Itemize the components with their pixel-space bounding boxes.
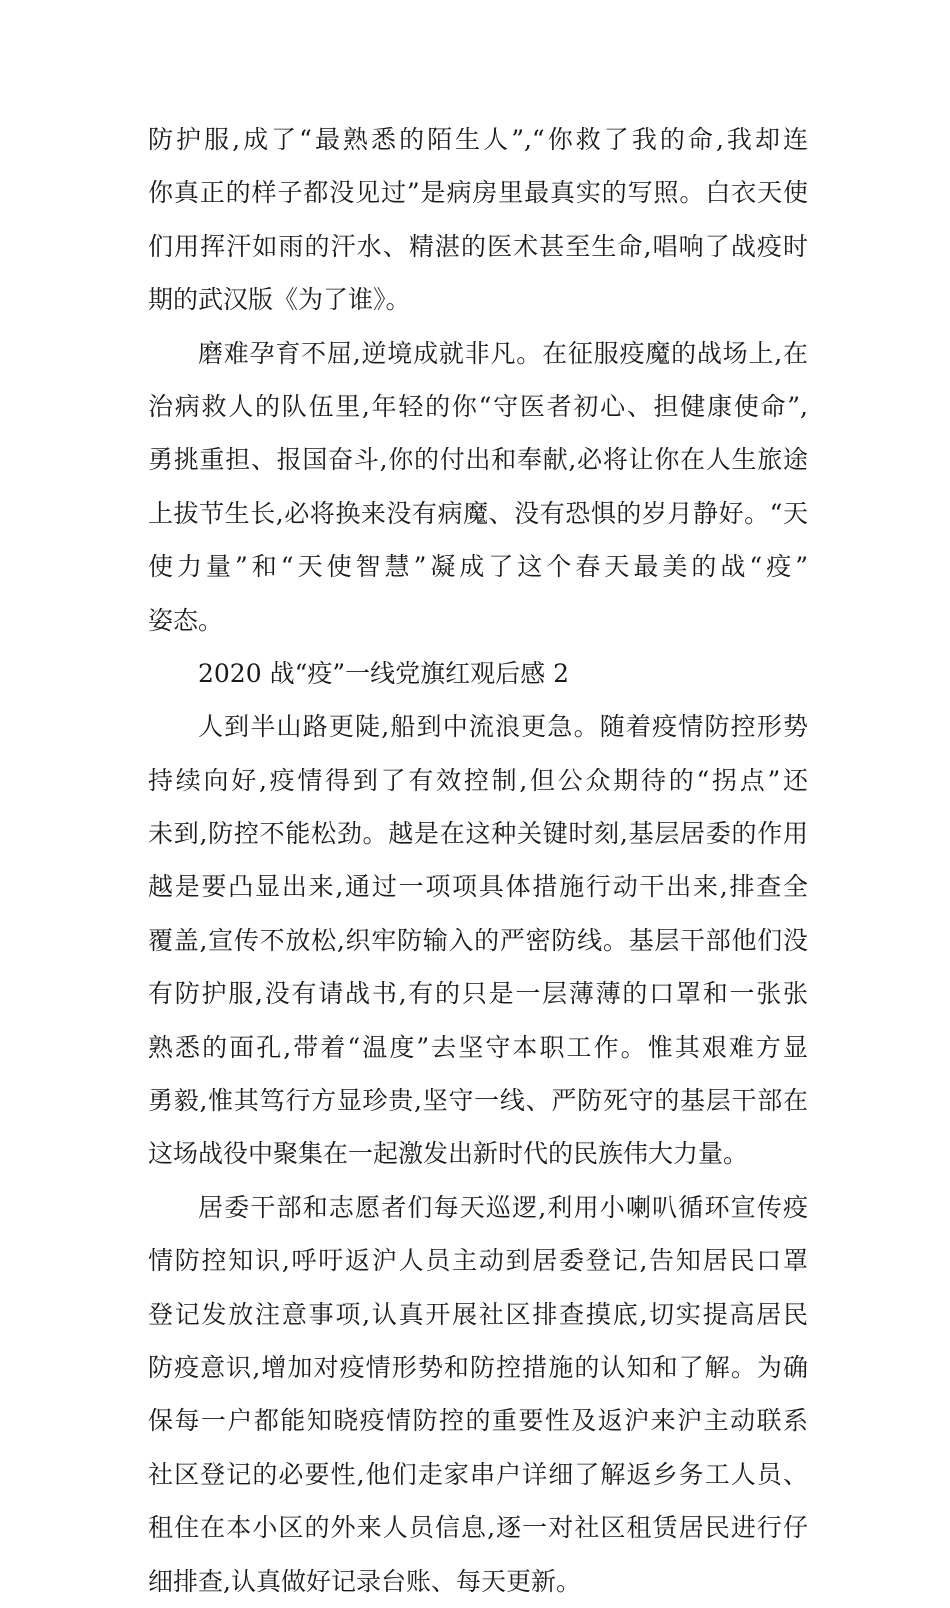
paragraph [148,327,808,647]
text-line: 越是要凸显出来,通过一项项具体措施行动干出来,排查全 [148,872,808,902]
text-line: 未到,防控不能松劲。越是在这种关键时刻,基层居委的作用 [148,819,808,849]
text-line: 熟悉的面孔,带着“温度”去坚守本职工作。惟其艰难方显 [148,1032,808,1062]
text-line: 租住在本小区的外来人员信息,逐一对社区租赁居民进行仔 [148,1513,808,1543]
text-line: 磨难孕育不屈,逆境成就非凡。在征服疫魔的战场上,在 [198,338,808,368]
text-line: 持续向好,疫情得到了有效控制,但公众期待的“拐点”还 [148,765,808,795]
text-line: 居委干部和志愿者们每天巡逻,利用小喇叭循环宣传疫 [198,1192,808,1222]
paragraph [148,113,808,327]
text-line: 勇毅,惟其笃行方显珍贵,坚守一线、严防死守的基层干部在 [148,1086,808,1116]
text-line: 这场战役中聚集在一起激发出新时代的民族伟大力量。 [148,1139,749,1169]
section-heading [148,647,808,700]
text-line: 防疫意识,增加对疫情形势和防控措施的认知和了解。为确 [148,1352,808,1382]
heading-text: 2020 战“疫”一线党旗红观后感 2 [198,658,569,688]
paragraph [148,1181,808,1608]
text-line: 情防控知识,呼吁返沪人员主动到居委登记,告知居民口罩 [148,1246,808,1276]
text-line: 防护服,成了“最熟悉的陌生人”,“你救了我的命,我却连 [148,125,808,154]
document-body [148,113,808,1608]
text-line: 期的武汉版《为了谁》。 [148,285,411,315]
text-line: 有防护服,没有请战书,有的只是一层薄薄的口罩和一张张 [148,979,808,1009]
text-line: 登记发放注意事项,认真开展社区排查摸底,切实提高居民 [148,1299,808,1329]
text-line: 勇挑重担、报国奋斗,你的付出和奉献,必将让你在人生旅途 [148,445,808,475]
text-line: 社区登记的必要性,他们走家串户详细了解返乡务工人员、 [148,1459,808,1489]
text-line: 保每一户都能知晓疫情防控的重要性及返沪来沪主动联系 [148,1406,808,1436]
text-line: 治病救人的队伍里,年轻的你“守医者初心、担健康使命”, [148,391,808,421]
paragraph [148,700,808,1181]
text-line: 你真正的样子都没见过”是病房里最真实的写照。白衣天使 [148,178,808,208]
text-line: 姿态。 [148,605,224,635]
text-line: 细排查,认真做好记录台账、每天更新。 [148,1566,581,1596]
text-line: 使力量”和“天使智慧”凝成了这个春天最美的战“疫” [148,552,808,582]
text-line: 上拔节生长,必将换来没有病魔、没有恐惧的岁月静好。“天 [148,498,808,528]
text-line: 人到半山路更陡,船到中流浪更急。随着疫情防控形势 [198,712,808,742]
text-line: 们用挥汗如雨的汗水、精湛的医术甚至生命,唱响了战疫时 [148,231,808,261]
text-line: 覆盖,宣传不放松,织牢防输入的严密防线。基层干部他们没 [148,925,808,955]
